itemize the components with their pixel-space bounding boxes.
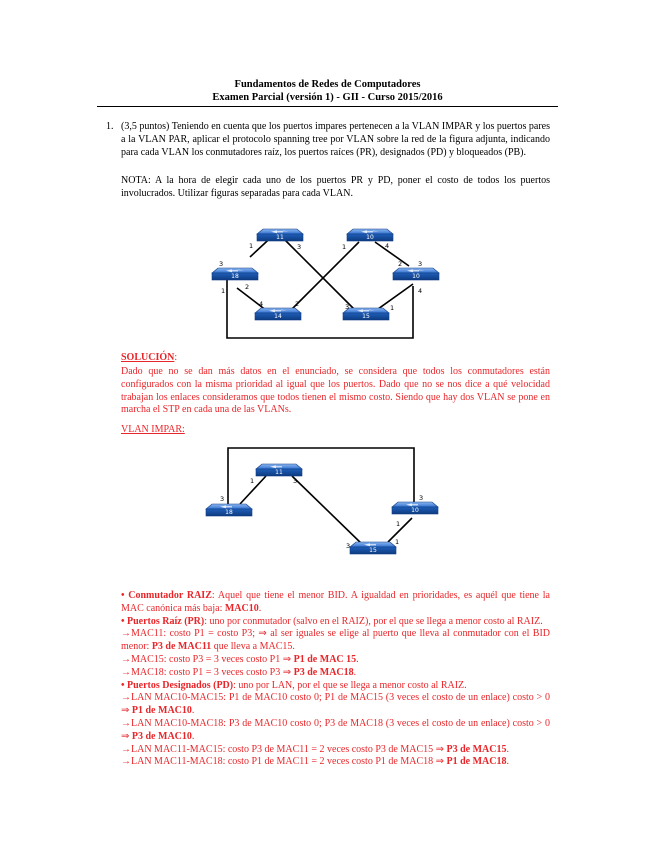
raiz-bold: MAC10: [224, 602, 259, 614]
pd2-bold: P3 de MAC10: [131, 730, 192, 742]
solution-title: SOLUCIÓN: [121, 352, 175, 363]
port-label: 3: [346, 542, 351, 550]
pd2-text: →LAN MAC10-MAC18: P3 de MAC10 costo 0; P3 de MAC18 (3 veces el costo de un enlace) costo > 0 ⇒: [121, 717, 550, 742]
vlan-impar-heading: [121, 424, 550, 437]
pr2-text: →MAC15: costo P3 = 3 veces costo P1 ⇒: [121, 653, 294, 665]
item-pr: [121, 616, 550, 629]
pr-text: : uno por conmutador (salvo en el RAIZ), por el que se llega a menor costo al RAIZ.: [204, 615, 543, 627]
pd-label: • Puertos Designados (PD): [121, 679, 234, 691]
pr1-bold: P3 de MAC11: [151, 641, 212, 653]
port-label: 1: [390, 304, 395, 312]
course-title: Fundamentos de Redes de Computadores: [234, 79, 421, 90]
switch-18-label: 18: [225, 509, 233, 516]
pr2-end: .: [356, 653, 359, 665]
solution-colon: :: [174, 352, 178, 363]
pd3-end: .: [506, 743, 509, 755]
pr1-end: que lleva a MAC15.: [211, 641, 295, 653]
pd1-end: .: [191, 705, 195, 717]
switch-15-label: 15: [362, 313, 370, 320]
pd-text: : uno por LAN, por el que se llega a menor costo al RAIZ.: [233, 679, 467, 691]
port-label: 2: [398, 260, 403, 268]
pr3-end: .: [353, 666, 357, 678]
item-pd3: [121, 744, 550, 757]
question-note: NOTA: A la hora de elegir cada uno de los puertos PR y PD, poner el costo de todos los puertos involucrados. Utilizar figuras separadas para cada VLAN.: [121, 175, 550, 199]
switch-15-label: 15: [369, 547, 377, 554]
raiz-end: .: [258, 602, 262, 614]
switch-11-label: 11: [276, 234, 284, 241]
port-label: 4: [418, 287, 423, 295]
pd1-bold: P1 de MAC10: [131, 705, 192, 717]
vlan-colon: :: [182, 424, 185, 435]
raiz-text: : Aquel que tiene el menor BID. A igualdad en prioridades, es aquél que tiene la MAC canónica más baja:: [121, 590, 550, 614]
port-label: 3: [219, 260, 224, 268]
port-label: 3: [419, 494, 424, 502]
item-pr1: [121, 628, 550, 654]
pd3-text: →LAN MAC11-MAC15: costo P3 de MAC11 = 2 veces costo P3 de MAC15 ⇒: [121, 743, 447, 755]
pd4-end: .: [506, 756, 509, 768]
network-figure-vlan-impar: [200, 440, 450, 565]
port-label: 1: [249, 242, 254, 250]
item-pd2: [121, 718, 550, 744]
vlan-label: VLAN IMPAR: [121, 424, 183, 435]
pd4-bold: P1 de MAC18: [446, 756, 507, 768]
pr-label: • Puertos Raíz (PR): [121, 615, 205, 627]
pd1-text: →LAN MAC10-MAC15: P1 de MAC10 costo 0; P1 de MAC15 (3 veces el costo de un enlace) costo > 0 ⇒: [121, 692, 550, 717]
solution-list: [121, 590, 550, 769]
port-label: 3: [220, 495, 225, 503]
port-label: 1: [395, 538, 400, 546]
pd3-bold: P3 de MAC15: [446, 743, 507, 755]
network-figure-full: [195, 222, 445, 344]
port-label: 4: [259, 300, 264, 308]
link-14-10m: [291, 242, 359, 310]
solution-intro: Dado que no se dan más datos en el enunciado, se considera que todos los conmutadores están configurados con la misma prioridad al igual que los puertos. Dado que no se nos dice a qué velocidad trabajan los enlaces consideramos que todos tienen el mismo costo. Siendo que hay dos VLAN se pone en marcha el STP en cada una de las VLANs.: [121, 366, 550, 416]
port-label: 2: [295, 300, 300, 308]
port-label: 1: [342, 243, 347, 251]
item-pr3: [121, 667, 550, 680]
pr2-bold: P1 de MAC 15: [293, 653, 357, 665]
item-pd4: [121, 756, 550, 769]
port-label: 1: [250, 477, 255, 485]
switch-10-label: 10: [411, 507, 419, 514]
port-label: 3: [345, 303, 350, 311]
switch-14-label: 14: [274, 313, 282, 320]
port-label: 3: [293, 477, 298, 485]
pd4-text: →LAN MAC11-MAC18: costo P1 de MAC11 = 2 veces costo P1 de MAC18 ⇒: [121, 756, 447, 768]
solution-heading: [121, 352, 550, 365]
link-10m-10: [375, 242, 409, 266]
port-label: 4: [385, 242, 390, 250]
port-label: 3: [418, 260, 423, 268]
link-18-10-loop: [227, 280, 413, 338]
port-label: 3: [297, 243, 302, 251]
port-label: 1: [221, 287, 226, 295]
item-pr2: [121, 654, 550, 667]
header-rule: [97, 106, 558, 107]
switch-18-label: 18: [231, 273, 239, 280]
pr3-text: →MAC18: costo P1 = 3 veces costo P3 ⇒: [121, 666, 294, 678]
raiz-label: • Conmutador RAIZ: [121, 590, 212, 601]
port-label: 2: [245, 283, 250, 291]
pr3-bold: P3 de MAC18: [293, 666, 354, 678]
item-pd1: [121, 692, 550, 718]
switch-10m-label: 10: [366, 234, 374, 241]
exam-subtitle: Examen Parcial (versión 1) - GII - Curso 2015/2016: [212, 92, 443, 103]
pd2-end: .: [191, 730, 195, 742]
question-text: (3,5 puntos) Teniendo en cuenta que los puertos impares pertenecen a la VLAN IMPAR y los puertos pares a la VLAN PAR, aplicar el protocolo spanning tree por VLAN sobre la red de la figura adjunta, indicando para cada VLAN los conmutadores raíz, los puertos raíces (PR), designados (PD) y bloqueados (PB).: [121, 121, 550, 158]
switch-10-label: 10: [412, 273, 420, 280]
item-raiz: [121, 590, 550, 616]
pr1-text: →MAC11: costo P1 = costo P3; ⇒ al ser iguales se elige al puerto que lleva al conmutador con el BID menor:: [121, 628, 550, 653]
switch-11-label: 11: [275, 469, 283, 476]
item-pd: [121, 680, 550, 693]
port-label: 1: [396, 520, 401, 528]
link-11-15: [292, 476, 364, 546]
question-number: 1.: [106, 121, 114, 132]
